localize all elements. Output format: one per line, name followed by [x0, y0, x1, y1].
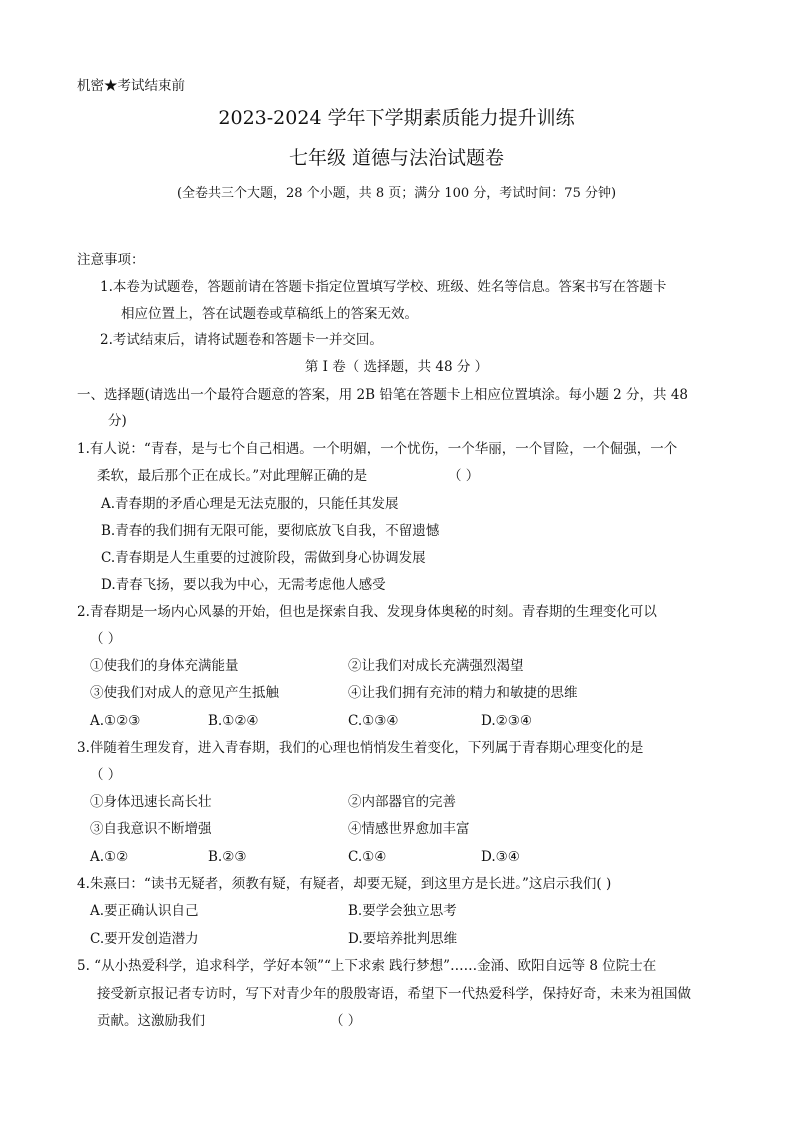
notes-heading: 注意事项：	[77, 252, 145, 268]
q3-stem-line-1: 3.伴随着生理发育，进入青春期，我们的心理也悄悄发生着变化，下列属于青春期心理变化的是	[77, 740, 644, 756]
q2-option-c: C.①③④	[348, 713, 399, 729]
confidential-mark: 机密★考试结束前	[77, 78, 185, 94]
q2-statement-1: ①使我们的身体充满能量	[90, 658, 239, 674]
q3-statement-1: ①身体迅速长高长壮	[90, 794, 212, 810]
q4-option-b: B.要学会独立思考	[348, 903, 457, 919]
section-1-instructions-line-1: 一、选择题(请选出一个最符合题意的答案，用 2B 铅笔在答题卡上相应位置填涂。每小题 2 分，共 48	[77, 387, 688, 403]
q3-statement-2: ②内部器官的完善	[348, 794, 456, 810]
part-1-title: 第 I 卷（ 选择题，共 48 分 ）	[304, 359, 489, 375]
q3-statement-3: ③自我意识不断增强	[90, 821, 212, 837]
q3-option-c: C.①④	[348, 849, 387, 865]
q2-option-a: A.①②③	[90, 713, 141, 729]
q2-option-b: B.①②④	[208, 713, 259, 729]
q2-option-d: D.②③④	[481, 713, 532, 729]
q3-option-a: A.①②	[90, 849, 129, 865]
q2-stem-line-1: 2.青春期是一场内心风暴的开始，但也是探索自我、发现身体奥秘的时刻。青春期的生理变化可以	[77, 604, 657, 620]
q2-statement-3: ③使我们对成人的意见产生抵触	[90, 685, 279, 701]
q5-stem-line-2: 接受新京报记者专访时，写下对青少年的殷殷寄语，希望下一代热爱科学，保持好奇，未来为祖国做	[97, 986, 691, 1002]
q1-option-c: C.青春期是人生重要的过渡阶段，需做到身心协调发展	[101, 550, 426, 566]
note-2: 2.考试结束后，请将试题卷和答题卡一并交回。	[100, 332, 383, 348]
q3-statement-4: ④情感世界愈加丰富	[348, 821, 470, 837]
exam-subtitle: 七年级 道德与法治试题卷	[288, 147, 505, 169]
q4-stem-line-1: 4.朱熹曰：“读书无疑者，须教有疑，有疑者，却要无疑，到这里方是长进。”这启示我们( )	[77, 876, 612, 892]
q1-stem-line-2: 柔软，最后那个正在成长。”对此理解正确的是	[97, 468, 368, 484]
q1-option-a: A.青春期的矛盾心理是无法克服的，只能任其发展	[101, 496, 399, 512]
q2-statement-4: ④让我们拥有充沛的精力和敏捷的思维	[348, 685, 578, 701]
q3-answer-paren: （ ）	[90, 767, 122, 783]
note-1-line-1: 1.本卷为试题卷，答题前请在答题卡指定位置填写学校、班级、姓名等信息。答案书写在答题卡	[100, 279, 667, 295]
q5-answer-paren: （ ）	[330, 1013, 362, 1029]
q2-statement-2: ②让我们对成长充满强烈渴望	[348, 658, 524, 674]
q2-answer-paren: （ ）	[90, 631, 122, 647]
q4-option-a: A.要正确认识自己	[90, 903, 199, 919]
note-1-line-2: 相应位置上，答在试题卷或草稿纸上的答案无效。	[121, 306, 418, 322]
q1-stem-line-1: 1.有人说：“青春，是与七个自己相遇。一个明媚，一个忧伤，一个华丽，一个冒险，一个倔强，一个	[77, 441, 678, 457]
q4-option-c: C.要开发创造潜力	[90, 931, 199, 947]
q4-option-d: D.要培养批判思维	[348, 931, 458, 947]
q3-option-b: B.②③	[208, 849, 247, 865]
q5-stem-line-1: 5. “从小热爱科学，追求科学，学好本领”“上下求索 践行梦想”……金涌、欧阳自远等 8 位院士在	[77, 958, 657, 974]
q1-option-b: B.青春的我们拥有无限可能，要彻底放飞自我，不留遗憾	[101, 523, 440, 539]
q3-option-d: D.③④	[481, 849, 520, 865]
exam-info: (全卷共三个大题，28 个小题，共 8 页；满分 100 分，考试时间：75 分钟)	[176, 186, 617, 201]
section-1-instructions-line-2: 分)	[108, 413, 127, 429]
q1-option-d: D.青春飞扬，要以我为中心，无需考虑他人感受	[101, 577, 386, 593]
exam-title: 2023-2024 学年下学期素质能力提升训练	[218, 107, 575, 129]
q1-answer-paren: （ ）	[448, 468, 480, 484]
q5-stem-line-3: 贡献。这激励我们	[97, 1013, 205, 1029]
